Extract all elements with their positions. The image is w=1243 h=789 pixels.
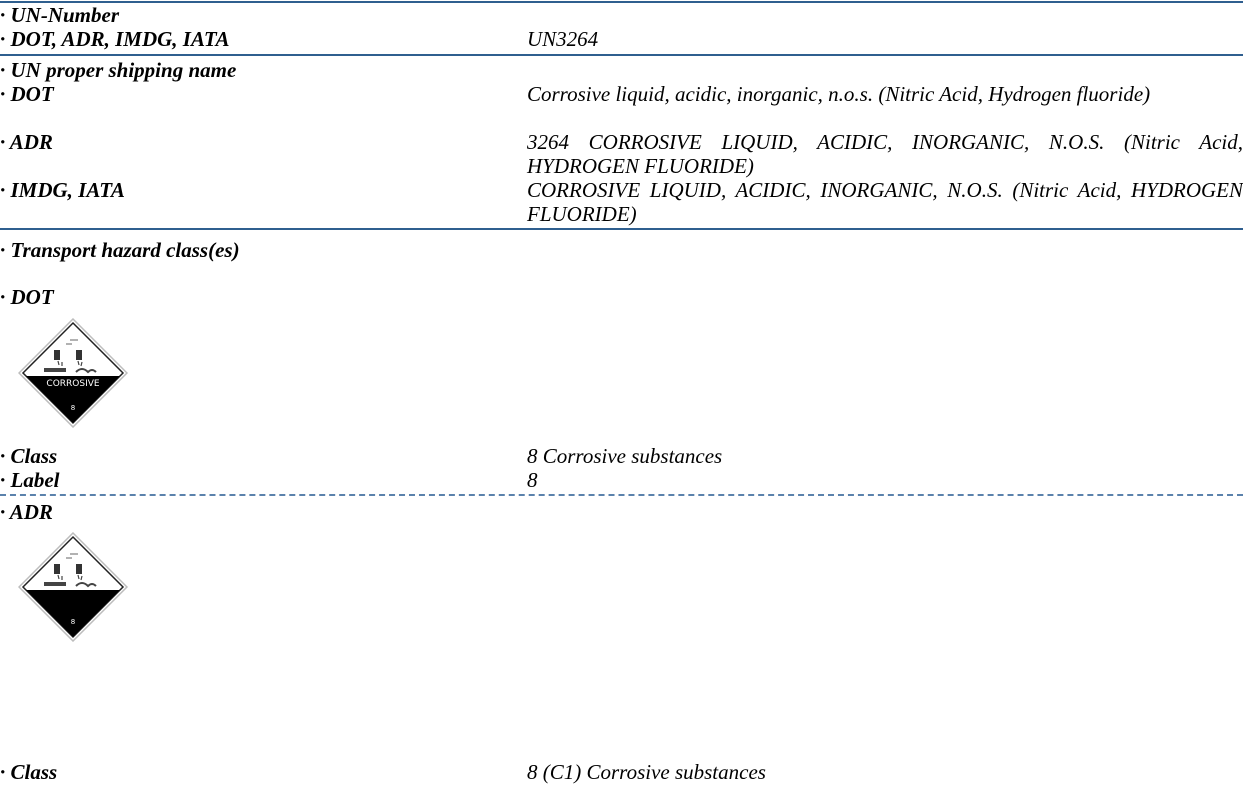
adr-class-label: · Class: [0, 760, 58, 784]
dot-label-label: · Label: [0, 468, 60, 492]
dot-class-value: 8 Corrosive substances: [527, 444, 723, 468]
dot-placard-number: 8: [70, 404, 76, 412]
subsection-divider: [0, 494, 1243, 496]
section-divider: [0, 54, 1243, 56]
dot-corrosive-placard-icon: [18, 318, 128, 428]
adr-corrosive-placard-icon: [18, 532, 128, 642]
shipping-name-imdg-label: · IMDG, IATA: [0, 178, 125, 202]
shipping-name-adr-value: 3264 CORROSIVE LIQUID, ACIDIC, INORGANIC, N.O.S. (Nitric Acid, HYDROGEN FLUORIDE): [527, 130, 1243, 178]
shipping-name-dot-label: · DOT: [0, 82, 54, 106]
shipping-name-imdg-value: CORROSIVE LIQUID, ACIDIC, INORGANIC, N.O.S. (Nitric Acid, HYDROGEN FLUORIDE): [527, 178, 1243, 226]
hazard-class-heading: · Transport hazard class(es): [0, 238, 240, 262]
hazard-dot-heading: · DOT: [0, 285, 54, 309]
section-divider: [0, 228, 1243, 230]
section-divider-top: [0, 1, 1243, 3]
hazard-adr-heading: · ADR: [0, 500, 53, 524]
un-number-heading: · UN-Number: [0, 3, 119, 27]
un-number-row-label: · DOT, ADR, IMDG, IATA: [0, 27, 230, 51]
dot-placard-text: CORROSIVE: [46, 379, 100, 389]
shipping-name-dot-value: Corrosive liquid, acidic, inorganic, n.o.s. (Nitric Acid, Hydrogen fluoride): [527, 82, 1151, 106]
dot-class-label: · Class: [0, 444, 58, 468]
un-number-value: UN3264: [527, 27, 599, 51]
shipping-name-adr-label: · ADR: [0, 130, 53, 154]
dot-label-value: 8: [527, 468, 538, 492]
adr-placard-number: 8: [70, 618, 76, 626]
shipping-name-heading: · UN proper shipping name: [0, 58, 237, 82]
adr-class-value: 8 (C1) Corrosive substances: [527, 760, 766, 784]
